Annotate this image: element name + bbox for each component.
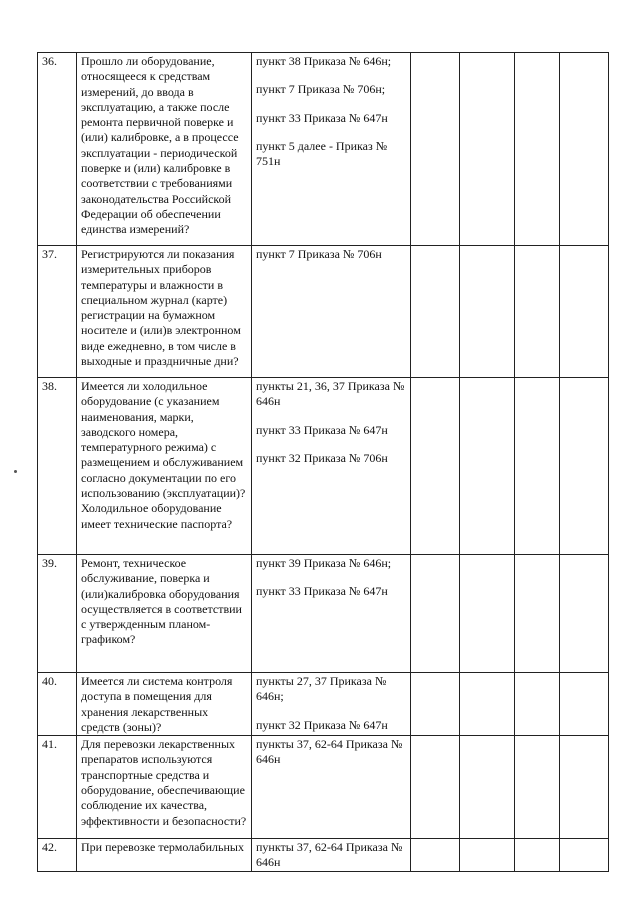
- reference-line: пункт 32 Приказа № 706н: [256, 450, 388, 465]
- row-question: Для перевозки лекарственных препаратов используются транспортные средства и оборудование, обеспечивающие соблюдение их качества, эффективности и безопасности?: [77, 736, 252, 839]
- answer-cell-no[interactable]: [460, 673, 515, 736]
- answer-cell-no[interactable]: [460, 555, 515, 673]
- row-references: [252, 246, 411, 378]
- answer-cell-yes[interactable]: [411, 736, 460, 839]
- answer-cell-na[interactable]: [515, 53, 560, 246]
- row-references: [252, 53, 411, 246]
- reference-line: пункт 33 Приказа № 647н: [256, 584, 388, 599]
- reference-line: пункты 37, 62-64 Приказа № 646н: [256, 840, 403, 870]
- reference-line: пункт 39 Приказа № 646н;: [256, 556, 392, 570]
- row-references: [252, 839, 411, 872]
- reference-line: пункт 7 Приказа № 706н;: [256, 82, 386, 97]
- table-row: [38, 839, 609, 872]
- answer-cell-no[interactable]: [460, 53, 515, 246]
- table-row: [38, 736, 609, 839]
- row-number: 42.: [38, 839, 77, 872]
- answer-cell-na[interactable]: [515, 555, 560, 673]
- answer-cell-note[interactable]: [560, 673, 609, 736]
- row-references: [252, 673, 411, 736]
- answer-cell-yes[interactable]: [411, 839, 460, 872]
- answer-cell-note[interactable]: [560, 555, 609, 673]
- reference-line: пункты 27, 37 Приказа № 646н;: [256, 674, 387, 704]
- answer-cell-no[interactable]: [460, 378, 515, 555]
- answer-cell-yes[interactable]: [411, 378, 460, 555]
- answer-cell-na[interactable]: [515, 378, 560, 555]
- row-references: [252, 555, 411, 673]
- row-question: Прошло ли оборудование, относящееся к средствам измерений, до ввода в эксплуатацию, а также после ремонта первичной поверке и (или) калибровке, а в процессе эксплуатации - периодической поверке и (или) калибровке в соответствии с требованиями законодательства Российской Федерации об обеспечении единства измерений?: [77, 53, 252, 246]
- row-question: При перевозке термолабильных: [77, 839, 252, 872]
- answer-cell-yes[interactable]: [411, 673, 460, 736]
- table-row: [38, 555, 609, 673]
- checklist-body: [38, 53, 609, 872]
- table-row: [38, 53, 609, 246]
- answer-cell-yes[interactable]: [411, 555, 460, 673]
- row-number: 38.: [38, 378, 77, 555]
- reference-line: пункт 32 Приказа № 647н: [256, 717, 388, 732]
- answer-cell-na[interactable]: [515, 246, 560, 378]
- reference-line: пункт 38 Приказа № 646н;: [256, 54, 392, 68]
- row-question: Имеется ли холодильное оборудование (с указанием наименования, марки, заводского номера, температурного режима) с размещением и обслуживанием согласно документации по его использованию (эксплуатации)? Холодильное оборудование имеет технические паспорта?: [77, 378, 252, 555]
- table-row: [38, 378, 609, 555]
- row-question: Имеется ли система контроля доступа в помещения для хранения лекарственных средств (зоны)?: [77, 673, 252, 736]
- answer-cell-no[interactable]: [460, 839, 515, 872]
- table-row: [38, 246, 609, 378]
- answer-cell-na[interactable]: [515, 736, 560, 839]
- answer-cell-no[interactable]: [460, 246, 515, 378]
- answer-cell-note[interactable]: [560, 736, 609, 839]
- answer-cell-note[interactable]: [560, 839, 609, 872]
- row-number: 39.: [38, 555, 77, 673]
- margin-dot: [14, 470, 17, 473]
- row-number: 41.: [38, 736, 77, 839]
- reference-line: пункт 7 Приказа № 706н: [256, 247, 382, 261]
- answer-cell-yes[interactable]: [411, 53, 460, 246]
- row-question: Регистрируются ли показания измерительных приборов температуры и влажности в специальном журнал (карте) регистрации на бумажном носителе и (или)в электронном виде ежедневно, в том числе в выходные и праздничные дни?: [77, 246, 252, 378]
- row-number: 37.: [38, 246, 77, 378]
- reference-line: пункт 33 Приказа № 647н: [256, 110, 388, 125]
- checklist-table: [37, 52, 609, 872]
- row-references: [252, 378, 411, 555]
- table-row: [38, 673, 609, 736]
- row-number: 40.: [38, 673, 77, 736]
- answer-cell-na[interactable]: [515, 673, 560, 736]
- reference-line: пункты 37, 62-64 Приказа № 646н: [256, 737, 403, 767]
- reference-line: пункт 5 далее - Приказ № 751н: [256, 138, 388, 169]
- row-question: Ремонт, техническое обслуживание, поверка и (или)калибровка оборудования осуществляется в соответствии с утвержденным планом-графиком?: [77, 555, 252, 673]
- answer-cell-note[interactable]: [560, 378, 609, 555]
- row-references: [252, 736, 411, 839]
- answer-cell-no[interactable]: [460, 736, 515, 839]
- answer-cell-na[interactable]: [515, 839, 560, 872]
- answer-cell-note[interactable]: [560, 53, 609, 246]
- reference-line: пункт 33 Приказа № 647н: [256, 422, 388, 437]
- answer-cell-note[interactable]: [560, 246, 609, 378]
- row-number: 36.: [38, 53, 77, 246]
- reference-line: пункты 21, 36, 37 Приказа № 646н: [256, 379, 405, 409]
- answer-cell-yes[interactable]: [411, 246, 460, 378]
